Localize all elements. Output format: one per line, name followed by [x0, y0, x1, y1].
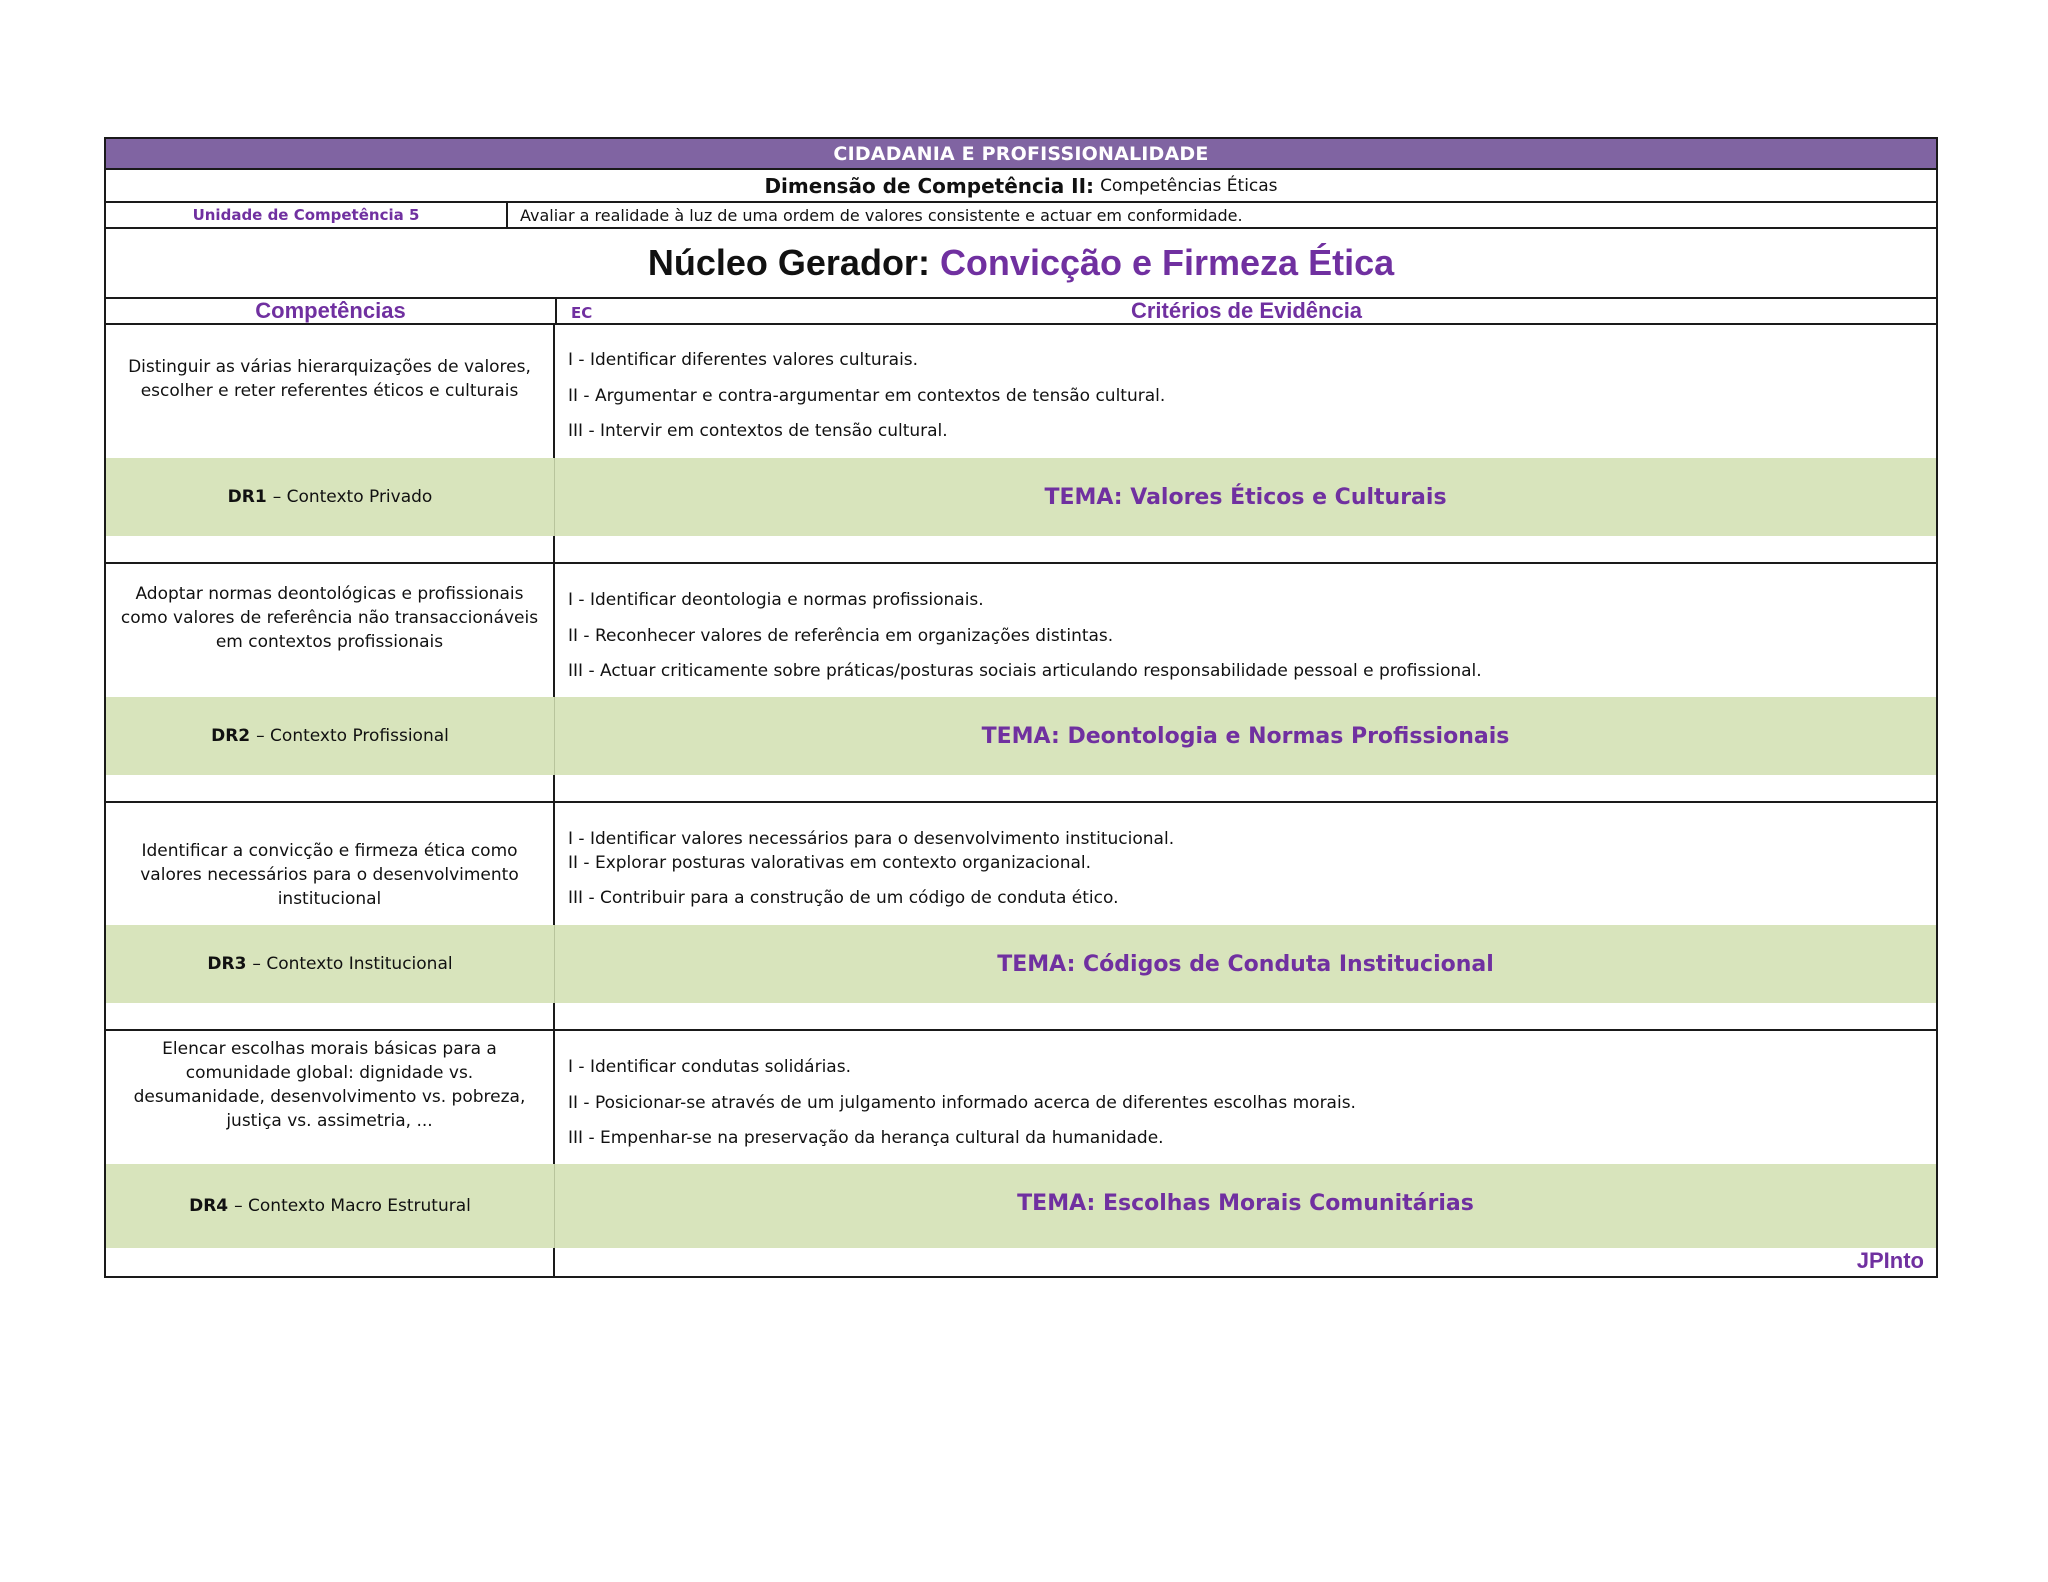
theme-title: TEMA: Valores Éticos e Culturais	[1044, 484, 1447, 510]
competence-block-3	[106, 803, 1936, 1031]
competence-block-4	[106, 1031, 1936, 1276]
theme-band	[106, 1164, 1936, 1248]
criteria-list	[555, 803, 1936, 925]
document-title: CIDADANIA E PROFISSIONALIDADE	[106, 139, 1936, 170]
author-signature: JPInto	[1856, 1248, 1924, 1273]
unit-text: Avaliar a realidade à luz de uma ordem de valores consistente e actuar em conformidade.	[520, 205, 1243, 225]
nucleo-title: Convicção e Firmeza Ética	[939, 242, 1395, 283]
criteria-list	[555, 1031, 1936, 1164]
criteria-list	[555, 325, 1936, 458]
dr-label	[106, 697, 555, 775]
header-ec: EC	[571, 304, 593, 322]
unit-row	[106, 203, 1936, 229]
column-headers	[106, 299, 1936, 325]
criterion-3: III - Empenhar-se na preservação da herança cultural da humanidade.	[568, 1128, 1164, 1148]
theme-title: TEMA: Códigos de Conduta Institucional	[997, 951, 1494, 977]
header-right	[557, 299, 1936, 323]
criterion-3: III - Actuar criticamente sobre práticas/posturas sociais articulando responsabilidade pessoal e profissional.	[568, 661, 1482, 681]
dr-label	[106, 1164, 555, 1248]
header-criterios: Critérios de Evidência	[1130, 298, 1363, 323]
criterion-2: II - Reconhecer valores de referência em organizações distintas.	[568, 626, 1114, 646]
spacer-row	[106, 1248, 1936, 1276]
criterion-2: II - Explorar posturas valorativas em contexto organizacional.	[568, 853, 1092, 873]
dr-label	[106, 458, 555, 536]
theme-band	[106, 925, 1936, 1003]
dr-code: DR3	[207, 954, 247, 974]
criterion-1: I - Identificar valores necessários para o desenvolvimento institucional.	[568, 829, 1175, 849]
competence-block-1	[106, 325, 1936, 564]
dr-context: – Contexto Profissional	[256, 726, 449, 746]
header-competencias: Competências	[106, 299, 557, 323]
criteria-list	[555, 564, 1936, 697]
criterion-1: I - Identificar condutas solidárias.	[568, 1057, 851, 1077]
dimension-label: Dimensão de Competência II:	[764, 173, 1095, 198]
dr-code: DR2	[211, 726, 251, 746]
dr-context: – Contexto Privado	[272, 487, 433, 507]
spacer-row	[106, 775, 1936, 801]
dr-context: – Contexto Institucional	[252, 954, 453, 974]
competence-text: Identificar a convicção e firmeza ética como valores necessários para o desenvolvimento institucional	[106, 803, 555, 925]
criterion-1: I - Identificar deontologia e normas profissionais.	[568, 590, 984, 610]
unit-label: Unidade de Competência 5	[106, 203, 508, 227]
competence-text: Adoptar normas deontológicas e profissionais como valores de referência não transaccionáveis em contextos profissionais	[106, 564, 555, 697]
dr-code: DR4	[189, 1196, 229, 1216]
competence-text: Distinguir as várias hierarquizações de valores, escolher e reter referentes éticos e culturais	[106, 325, 555, 458]
criterion-2: II - Argumentar e contra-argumentar em contextos de tensão cultural.	[568, 386, 1166, 406]
dr-context: – Contexto Macro Estrutural	[234, 1196, 471, 1216]
dimension-row	[106, 170, 1936, 203]
dr-label	[106, 925, 555, 1003]
competence-block-2	[106, 564, 1936, 803]
spacer-row	[106, 1003, 1936, 1029]
theme-band	[106, 458, 1936, 536]
spacer-row	[106, 536, 1936, 562]
theme-title: TEMA: Deontologia e Normas Profissionais	[981, 723, 1510, 749]
nucleo-heading	[106, 229, 1936, 299]
criterion-1: I - Identificar diferentes valores culturais.	[568, 350, 919, 370]
nucleo-prefix: Núcleo Gerador:	[647, 242, 930, 283]
competence-table	[104, 137, 1938, 1278]
criterion-3: III - Contribuir para a construção de um código de conduta ético.	[568, 888, 1119, 908]
competence-text: Elencar escolhas morais básicas para a comunidade global: dignidade vs. desumanidade, desenvolvimento vs. pobreza, justiça vs. assimetria, ...	[106, 1031, 555, 1164]
dr-code: DR1	[227, 487, 267, 507]
criterion-2: II - Posicionar-se através de um julgamento informado acerca de diferentes escolhas morais.	[568, 1093, 1356, 1113]
theme-band	[106, 697, 1936, 775]
criterion-3: III - Intervir em contextos de tensão cultural.	[568, 421, 948, 441]
dimension-value: Competências Éticas	[1100, 175, 1278, 196]
theme-title: TEMA: Escolhas Morais Comunitárias	[1017, 1190, 1474, 1216]
